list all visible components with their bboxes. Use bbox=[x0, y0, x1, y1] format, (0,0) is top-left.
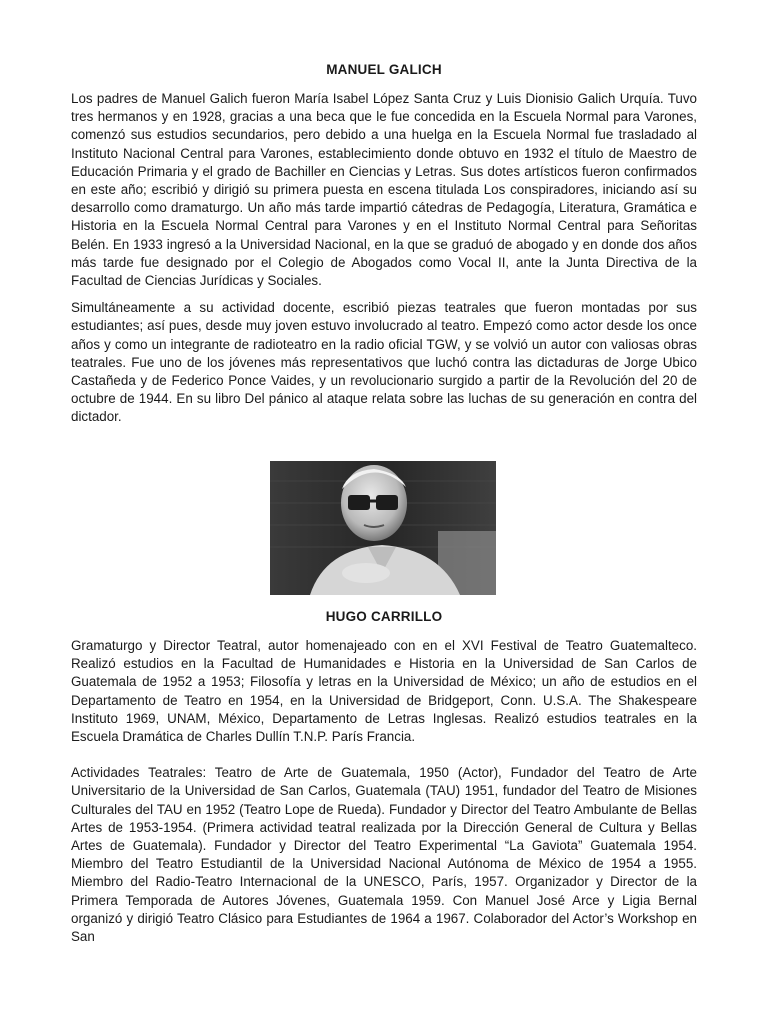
paragraph-theatre: Simultáneamente a su actividad docente, escribió piezas teatrales que fueron montadas por sus estudiantes; así pues, desde muy joven estuvo involucrado al teatro. Empezó como actor desde los once años y como un integrante de radioteatro en la radio oficial TGW, y se volvió un autor con valiosas obras teatrales. Fue uno de los jóvenes más representativos que luchó contra las dictaduras de Jorge Ubico Castañeda y de Federico Ponce Vaides, y un revolucionario surgido a partir de la Revolución del 20 de octubre de 1944. En su libro Del pánico al ataque relata sobre las luchas de su generación en contra del dictador. bbox=[71, 300, 697, 425]
paragraph-studies: Gramaturgo y Director Teatral, autor homenajeado con en el XVI Festival de Teatro Guatemalteco. Realizó estudios en la Facultad de Humanidades e Historia en la Universidad de San Carlos de Guatemala de 1952 a 1953; Filosofía y letras en la Universidad de México; un año de estudios en el Departamento de Teatro en 1954, en la Universidad de Bridgeport, Conn. U.S.A. The Shakespeare Instituto 1969, UNAM, México, Departamento de Letras Inglesas. Realizó estudios teatrales en la Escuela Dramática de Charles Dullín T.N.P. París Francia. bbox=[71, 638, 697, 745]
paragraph-biography: Los padres de Manuel Galich fueron María Isabel López Santa Cruz y Luis Dionisio Galich Urquía. Tuvo tres hermanos y en 1928, gracias a una beca que le fue concedida en la Escuela Normal para Varones, comenzó sus estudios secundarios, pero debido a una huelga en la Escuela Normal fue trasladado al Instituto Nacional Central para Varones, establecimiento donde obtuvo en 1932 el título de Maestro de Educación Primaria y el grado de Bachiller en Ciencias y Letras. Sus dotes artísticos fueron confirmados en este año; escribió y dirigió su primera puesta en escena titulada Los conspiradores, iniciando así su desarrollo como dramaturgo. Un año más tarde impartió cátedras de Pedagogía, Literatura, Gramática e Historia en la Escuela Normal Central para Varones y en el Instituto Normal Central para Señoritas Belén. En 1933 ingresó a la Universidad Nacional, en la que se graduó de abogado y en donde dos años más tarde fue designado por el Colegio de Abogados como Vocal II, ante la Junta Directiva de la Facultad de Ciencias Jurídicas y Sociales. bbox=[71, 91, 697, 289]
section-body-hugo-carrillo bbox=[71, 637, 697, 946]
paragraph-activities: Actividades Teatrales: Teatro de Arte de Guatemala, 1950 (Actor), Fundador del Teatro de Arte Universitario de la Universidad de San Carlos, Guatemala (TAU) 1951, fundador del Teatro de Misiones Culturales del TAU en 1952 (Teatro Lope de Rueda). Fundador y Director del Teatro Ambulante de Bellas Artes de 1953-1954. (Primera actividad teatral realizada por la Dirección General de Cultura y Bellas Artes de Guatemala). Fundador y Director del Teatro Experimental “La Gaviota” Guatemala 1954. Miembro del Teatro Estudiantil de la Universidad Nacional Autónoma de México de 1954 a 1955. Miembro del Radio-Teatro Internacional de la UNESCO, París, 1957. Organizador y Director de la Primera Temporada de Autores Jóvenes, Guatemala 1959. Con Manuel José Arce y Ligia Bernal organizó y dirigió Teatro Clásico para Estudiantes de 1964 a 1967. Colaborador del Actor’s Workshop en San bbox=[71, 765, 697, 945]
section-title-manuel-galich: MANUEL GALICH bbox=[326, 62, 442, 77]
section-body-manuel-galich bbox=[71, 90, 697, 427]
portrait-photo bbox=[270, 461, 496, 595]
section-title-hugo-carrillo: HUGO CARRILLO bbox=[325, 609, 443, 624]
portrait-illustration bbox=[270, 461, 496, 595]
